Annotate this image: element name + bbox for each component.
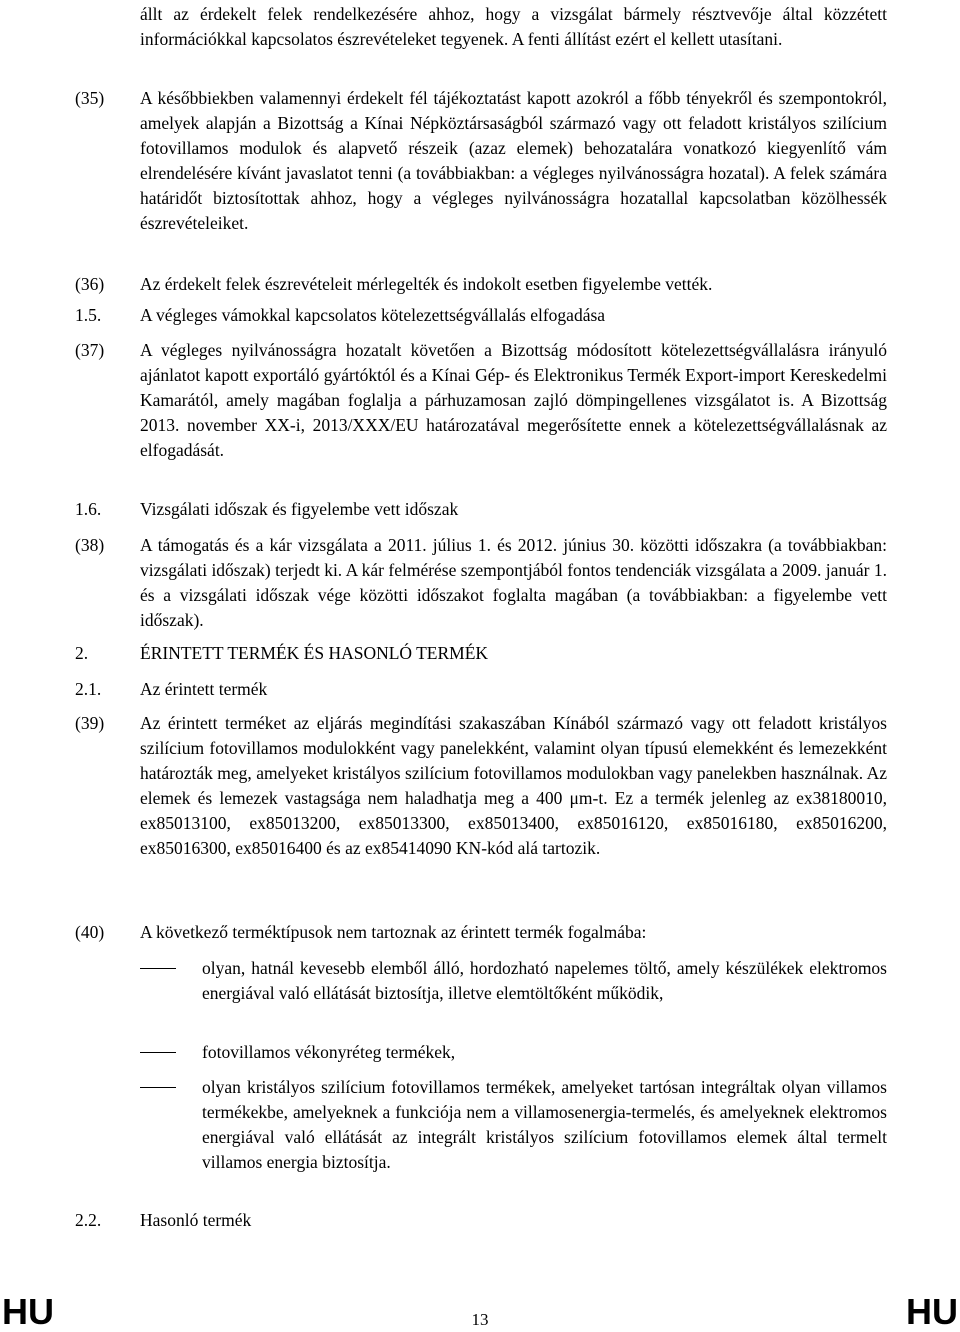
dash-bullet-icon <box>140 1087 176 1088</box>
list-item <box>140 1040 887 1065</box>
paragraph-38 <box>75 533 887 633</box>
paragraph-text: A következő terméktípusok nem tartoznak az érintett termék fogalmába: <box>140 922 647 942</box>
heading-text: ÉRINTETT TERMÉK ÉS HASONLÓ TERMÉK <box>140 643 489 663</box>
paragraph-36 <box>75 272 887 297</box>
paragraph-text: Az érintett terméket az eljárás megindítási szakaszában Kínából származó vagy ott feladott kristályos szilícium fotovillamos modulokként vagy panelekként, valamint olyan típusú elemekként és lemezekként határozták meg, amelyeket kristályos szilícium fotovillamos modulokban vagy panelekben használnak. Az elemek és lemezek vastagsága nem haladhatja meg a 400 μm-t. Ez a termék jelenleg az ex38180010, ex85013100, ex85013200, ex85013300, ex85013400, ex85016120, ex85016180, ex85016200, ex85016300, ex85016400 és az ex85414090 KN-kód alá tartozik. <box>140 713 887 858</box>
footer-language-code-right: HU <box>906 1291 958 1332</box>
list-item <box>140 1075 887 1175</box>
paragraph-text: Az érdekelt felek észrevételeit mérlegelték és indokolt esetben figyelembe vették. <box>140 274 713 294</box>
paragraph-40 <box>75 920 887 945</box>
heading-text: A végleges vámokkal kapcsolatos kötelezettségvállalás elfogadása <box>140 305 606 325</box>
list-item-text: olyan, hatnál kevesebb elemből álló, hordozható napelemes töltő, amely készülékek elektromos energiával való ellátását biztosítja, illetve elemtöltőként működik, <box>202 958 887 1003</box>
paragraph-35 <box>75 86 887 236</box>
heading-number: 2.2. <box>75 1210 102 1230</box>
paragraph-number: (38) <box>75 535 105 555</box>
heading-number: 1.5. <box>75 305 102 325</box>
list-item <box>140 956 887 1006</box>
paragraph-number: (36) <box>75 274 105 294</box>
heading-text: Az érintett termék <box>140 679 268 699</box>
heading-number: 2. <box>75 643 89 663</box>
heading-text: Hasonló termék <box>140 1210 252 1230</box>
heading-number: 1.6. <box>75 499 102 519</box>
list-item-text: olyan kristályos szilícium fotovillamos termékek, amelyeket tartósan integráltak olyan villamos termékekbe, amelyeknek a funkciója nem a villamosenergia-termelés, és amelyeknek elektromos energiával való ellátását az integrált kristályos szilícium fotovillamos elemek által termelt villamos energia biztosítja. <box>202 1077 887 1172</box>
section-heading-2-2 <box>75 1208 887 1233</box>
section-heading-2 <box>75 641 887 666</box>
paragraph-number: (35) <box>75 88 105 108</box>
section-heading-2-1 <box>75 677 887 702</box>
paragraph-number: (40) <box>75 922 105 942</box>
paragraph-text: A későbbiekben valamennyi érdekelt fél tájékoztatást kapott azokról a főbb tényekről és szempontokról, amelyek alapján a Bizottság a Kínai Népköztársaságból származó vagy ott feladott kristályos szilícium fotovillamos modulok és alapvető részeik (azaz elemek) behozatalára vonatkozó kiegyenlítő vám elrendelésére kívánt javaslatot tenni (a továbbiakban: a végleges nyilvánosságra hozatal). A felek számára határidőt biztosítottak ahhoz, hogy a végleges nyilvánosságra hozatallal kapcsolatban közölhessék észrevételeiket. <box>140 88 887 233</box>
page-number: 13 <box>471 1310 489 1329</box>
list-item-text: fotovillamos vékonyréteg termékek, <box>202 1042 456 1062</box>
paragraph-number: (37) <box>75 340 105 360</box>
dash-bullet-icon <box>140 968 176 969</box>
heading-text: Vizsgálati időszak és figyelembe vett időszak <box>140 499 459 519</box>
paragraph-34-continuation <box>75 2 887 52</box>
paragraph-37 <box>75 338 887 463</box>
paragraph-39 <box>75 711 887 861</box>
paragraph-number: (39) <box>75 713 105 733</box>
dash-bullet-icon <box>140 1052 176 1053</box>
paragraph-text: A támogatás és a kár vizsgálata a 2011. július 1. és 2012. június 30. közötti időszakra (a továbbiakban: vizsgálati időszak) terjedt ki. A kár felmérése szempontjából fontos tendenciák vizsgálata a 2009. január 1. és a vizsgálati időszak vége közötti időszakot foglalta magában (a továbbiakban: a figyelembe vett időszak). <box>140 535 887 630</box>
section-heading-1-6 <box>75 497 887 522</box>
footer-language-code-left: HU <box>2 1291 54 1332</box>
paragraph-text: A végleges nyilvánosságra hozatalt követően a Bizottság módosított kötelezettségvállalásra irányuló ajánlatot kapott exportáló gyártóktól és a Kínai Gép- és Elektronikus Termék Export-import Kereskedelmi Kamarától, amely magában foglalja a párhuzamosan zajló dömpingellenes vizsgálatot is. A Bizottság 2013. november XX-i, 2013/XXX/EU határozatával megerősítette ennek a kötelezettségvállalásnak az elfogadását. <box>140 340 887 460</box>
heading-number: 2.1. <box>75 679 102 699</box>
section-heading-1-5 <box>75 303 887 328</box>
paragraph-text: állt az érdekelt felek rendelkezésére ahhoz, hogy a vizsgálat bármely résztvevője által közzétett információkkal kapcsolatos észrevételeket tegyenek. A fenti állítást ezért el kellett utasítani. <box>140 4 887 49</box>
